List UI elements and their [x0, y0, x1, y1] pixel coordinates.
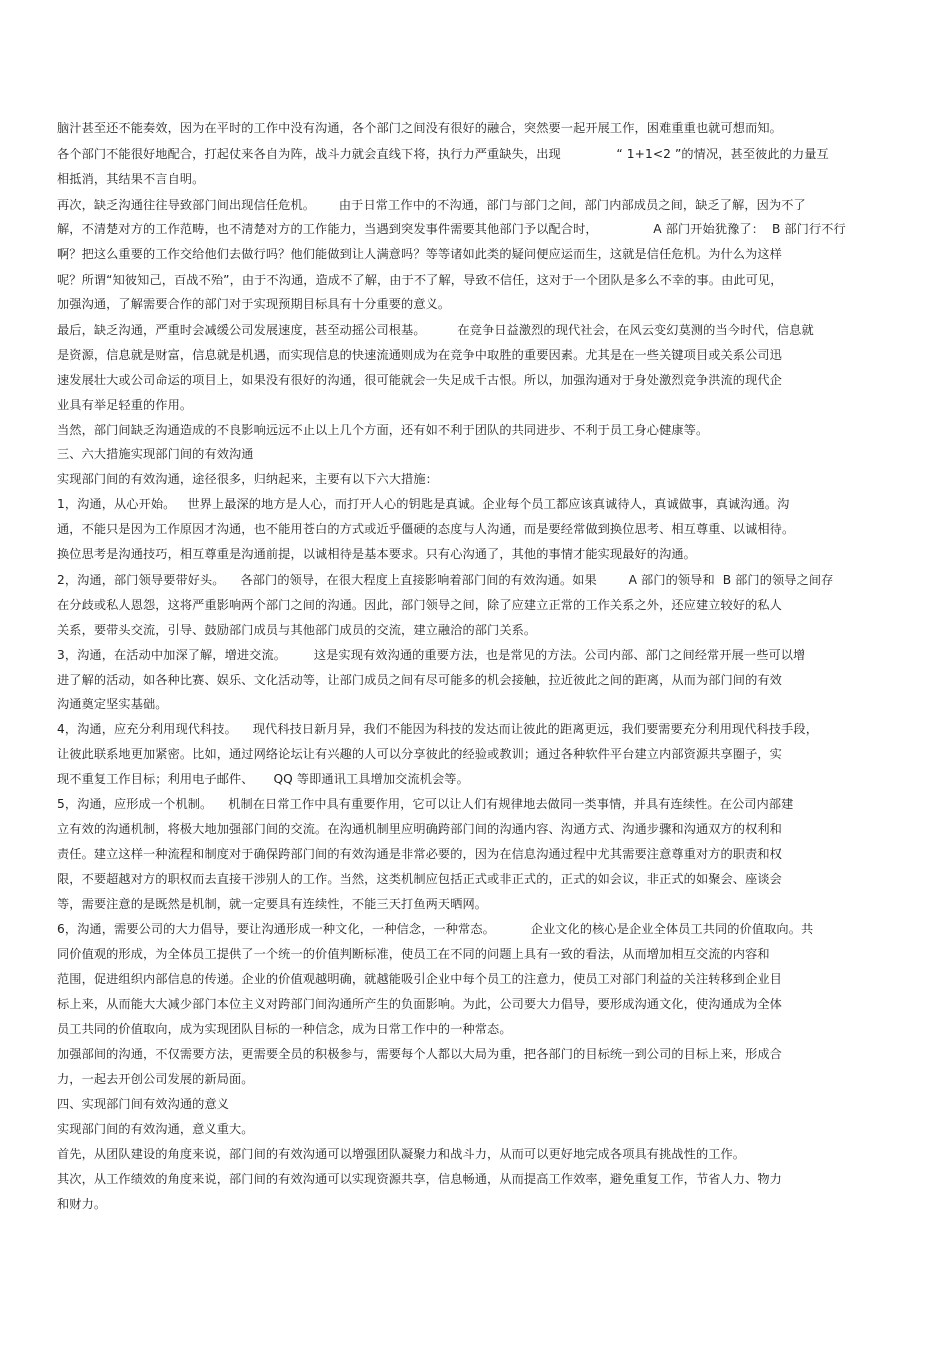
- text-line: 首先，从团队建设的角度来说，部门间的有效沟通可以增强团队凝聚力和战斗力，从而可以更好地完成各项具有挑战性的工作。: [57, 1147, 746, 1161]
- text-line: 员工共同的价值取向，成为实现团队目标的一种信念，成为日常工作中的一种常态。: [57, 1022, 512, 1036]
- text-line: 加强部间的沟通，不仅需要方法，更需要全员的积极参与，需要每个人都以大局为重，把各部门的目标统一到公司的目标上来，形成合: [57, 1047, 782, 1061]
- text-line: 让彼此联系地更加紧密。比如，通过网络论坛让有兴趣的人可以分享彼此的经验或教训；通过各种软件平台建立内部资源共享圈子，实: [57, 747, 782, 761]
- text-line: 3，沟通，在活动中加深了解，增进交流。 这是实现有效沟通的重要方法，也是常见的方法。公司内部、部门之间经常开展一些可以增: [57, 648, 806, 662]
- text-line: 业具有举足轻重的作用。: [57, 398, 193, 412]
- text-line: 6，沟通，需要公司的大力倡导，要让沟通形成一种文化，一种信念，一种常态。 企业文化的核心是企业全体员工共同的价值取向。共: [57, 922, 814, 936]
- text-line: 现不重复工作目标；利用电子邮件、 QQ 等即通讯工具增加交流机会等。: [57, 772, 469, 786]
- text-line: 通，不能只是因为工作原因才沟通，也不能用苍白的方式或近乎僵硬的态度与人沟通，而是要经常做到换位思考、相互尊重、以诚相待。: [57, 522, 795, 536]
- text-line: 加强沟通，了解需要合作的部门对于实现预期目标具有十分重要的意义。: [57, 297, 451, 311]
- text-line: 其次，从工作绩效的角度来说，部门间的有效沟通可以实现资源共享，信息畅通，从而提高工作效率，避免重复工作，节省人力、物力: [57, 1172, 782, 1186]
- text-line: 立有效的沟通机制，将极大地加强部门间的交流。在沟通机制里应明确跨部门间的沟通内容、沟通方式、沟通步骤和沟通双方的权利和: [57, 822, 782, 836]
- text-line: 当然，部门间缺乏沟通造成的不良影响远远不止以上几个方面，还有如不利于团队的共同进步、不利于员工身心健康等。: [57, 423, 709, 437]
- text-line: 标上来，从而能大大减少部门本位主义对跨部门间沟通所产生的负面影响。为此，公司要大力倡导，要形成沟通文化，使沟通成为全体: [57, 997, 782, 1011]
- text-line: 换位思考是沟通技巧，相互尊重是沟通前提，以诚相待是基本要求。只有心沟通了，其他的事情才能实现最好的沟通。: [57, 547, 696, 561]
- text-line: 脑汁甚至还不能奏效，因为在平时的工作中没有沟通，各个部门之间没有很好的融合，突然要一起开展工作，困难重重也就可想而知。: [57, 121, 782, 135]
- text-line: 同价值观的形成，为全体员工提供了一个统一的价值判断标准，使员工在不同的问题上具有一致的看法，从而增加相互交流的内容和: [57, 947, 770, 961]
- text-line: 和财力。: [57, 1197, 107, 1211]
- text-line: 是资源，信息就是财富，信息就是机遇，而实现信息的快速流通则成为在竞争中取胜的重要因素。尤其是在一些关键项目或关系公司迅: [57, 348, 782, 362]
- text-line: 实现部门间的有效沟通，意义重大。: [57, 1122, 254, 1136]
- text-line: 各个部门不能很好地配合，打起仗来各自为阵，战斗力就会直线下将，执行力严重缺失，出现 “ 1+1<2 ”的情况，甚至彼此的力量互: [57, 147, 829, 161]
- section-heading: 三、六大措施实现部门间的有效沟通: [57, 447, 254, 461]
- text-line: 沟通奠定坚实基础。: [57, 697, 168, 711]
- text-line: 等，需要注意的是既然是机制，就一定要具有连续性，不能三天打鱼两天晒网。: [57, 897, 488, 911]
- text-line: 相抵消，其结果不言自明。: [57, 172, 205, 186]
- text-line: 最后，缺乏沟通，严重时会减缓公司发展速度，甚至动摇公司根基。 在竞争日益激烈的现代社会，在风云变幻莫测的当今时代，信息就: [57, 323, 814, 337]
- text-line: 在分歧或私人恩怨，这将严重影响两个部门之间的沟通。因此，部门领导之间，除了应建立正常的工作关系之外，还应建立较好的私人: [57, 598, 782, 612]
- text-line: 实现部门间的有效沟通，途径很多，归纳起来，主要有以下六大措施：: [57, 472, 438, 486]
- text-line: 责任。建立这样一种流程和制度对于确保跨部门间的有效沟通是非常必要的，因为在信息沟通过程中尤其需要注意尊重对方的职责和权: [57, 847, 782, 861]
- text-line: 范围，促进组织内部信息的传递。企业的价值观越明确，就越能吸引企业中每个员工的注意力，使员工对部门利益的关注转移到企业目: [57, 972, 782, 986]
- text-line: 限，不要超越对方的职权而去直接干涉别人的工作。当然，这类机制应包括正式或非正式的，正式的如会议，非正式的如聚会、座谈会: [57, 872, 782, 886]
- text-line: 关系，要带头交流，引导、鼓励部门成员与其他部门成员的交流，建立融洽的部门关系。: [57, 623, 537, 637]
- text-line: 再次，缺乏沟通往往导致部门间出现信任危机。 由于日常工作中的不沟通，部门与部门之间，部门内部成员之间，缺乏了解，因为不了: [57, 198, 806, 212]
- text-line: 4，沟通，应充分利用现代科技。 现代科技日新月异，我们不能因为科技的发达而让彼此的距离更远，我们要需要充分利用现代科技手段，: [57, 722, 818, 736]
- text-line: 解，不清楚对方的工作范畴，也不清楚对方的工作能力，当遇到突发事件需要其他部门予以配合时， A 部门开始犹豫了： B 部门行不行: [57, 222, 846, 236]
- section-heading: 四、实现部门间有效沟通的意义: [57, 1097, 230, 1111]
- text-line: 力，一起去开创公司发展的新局面。: [57, 1072, 254, 1086]
- text-line: 2，沟通，部门领导要带好头。 各部门的领导，在很大程度上直接影响着部门间的有效沟通。如果 A 部门的领导和 B 部门的领导之间存: [57, 573, 834, 587]
- text-line: 进了解的活动，如各种比赛、娱乐、文化活动等，让部门成员之间有尽可能多的机会接触，拉近彼此之间的距离，从而为部门间的有效: [57, 673, 782, 687]
- text-line: 啊？把这么重要的工作交给他们去做行吗？他们能做到让人满意吗？等等诸如此类的疑问便应运而生，这就是信任危机。为什么为这样: [57, 247, 782, 261]
- text-line: 5，沟通，应形成一个机制。 机制在日常工作中具有重要作用，它可以让人们有规律地去做同一类事情，并具有连续性。在公司内部建: [57, 797, 794, 811]
- text-line: 速发展壮大或公司命运的项目上，如果没有很好的沟通，很可能就会一失足成千古恨。所以，加强沟通对于身处激烈竞争洪流的现代企: [57, 373, 782, 387]
- text-line: 1，沟通，从心开始。 世界上最深的地方是人心，而打开人心的钥匙是真诚。企业每个员工都应该真诚待人，真诚做事，真诚沟通。沟: [57, 497, 790, 511]
- text-line: 呢？所谓“知彼知己，百战不殆”，由于不沟通，造成不了解，由于不了解，导致不信任，这对于一个团队是多么不幸的事。由此可见，: [57, 273, 783, 287]
